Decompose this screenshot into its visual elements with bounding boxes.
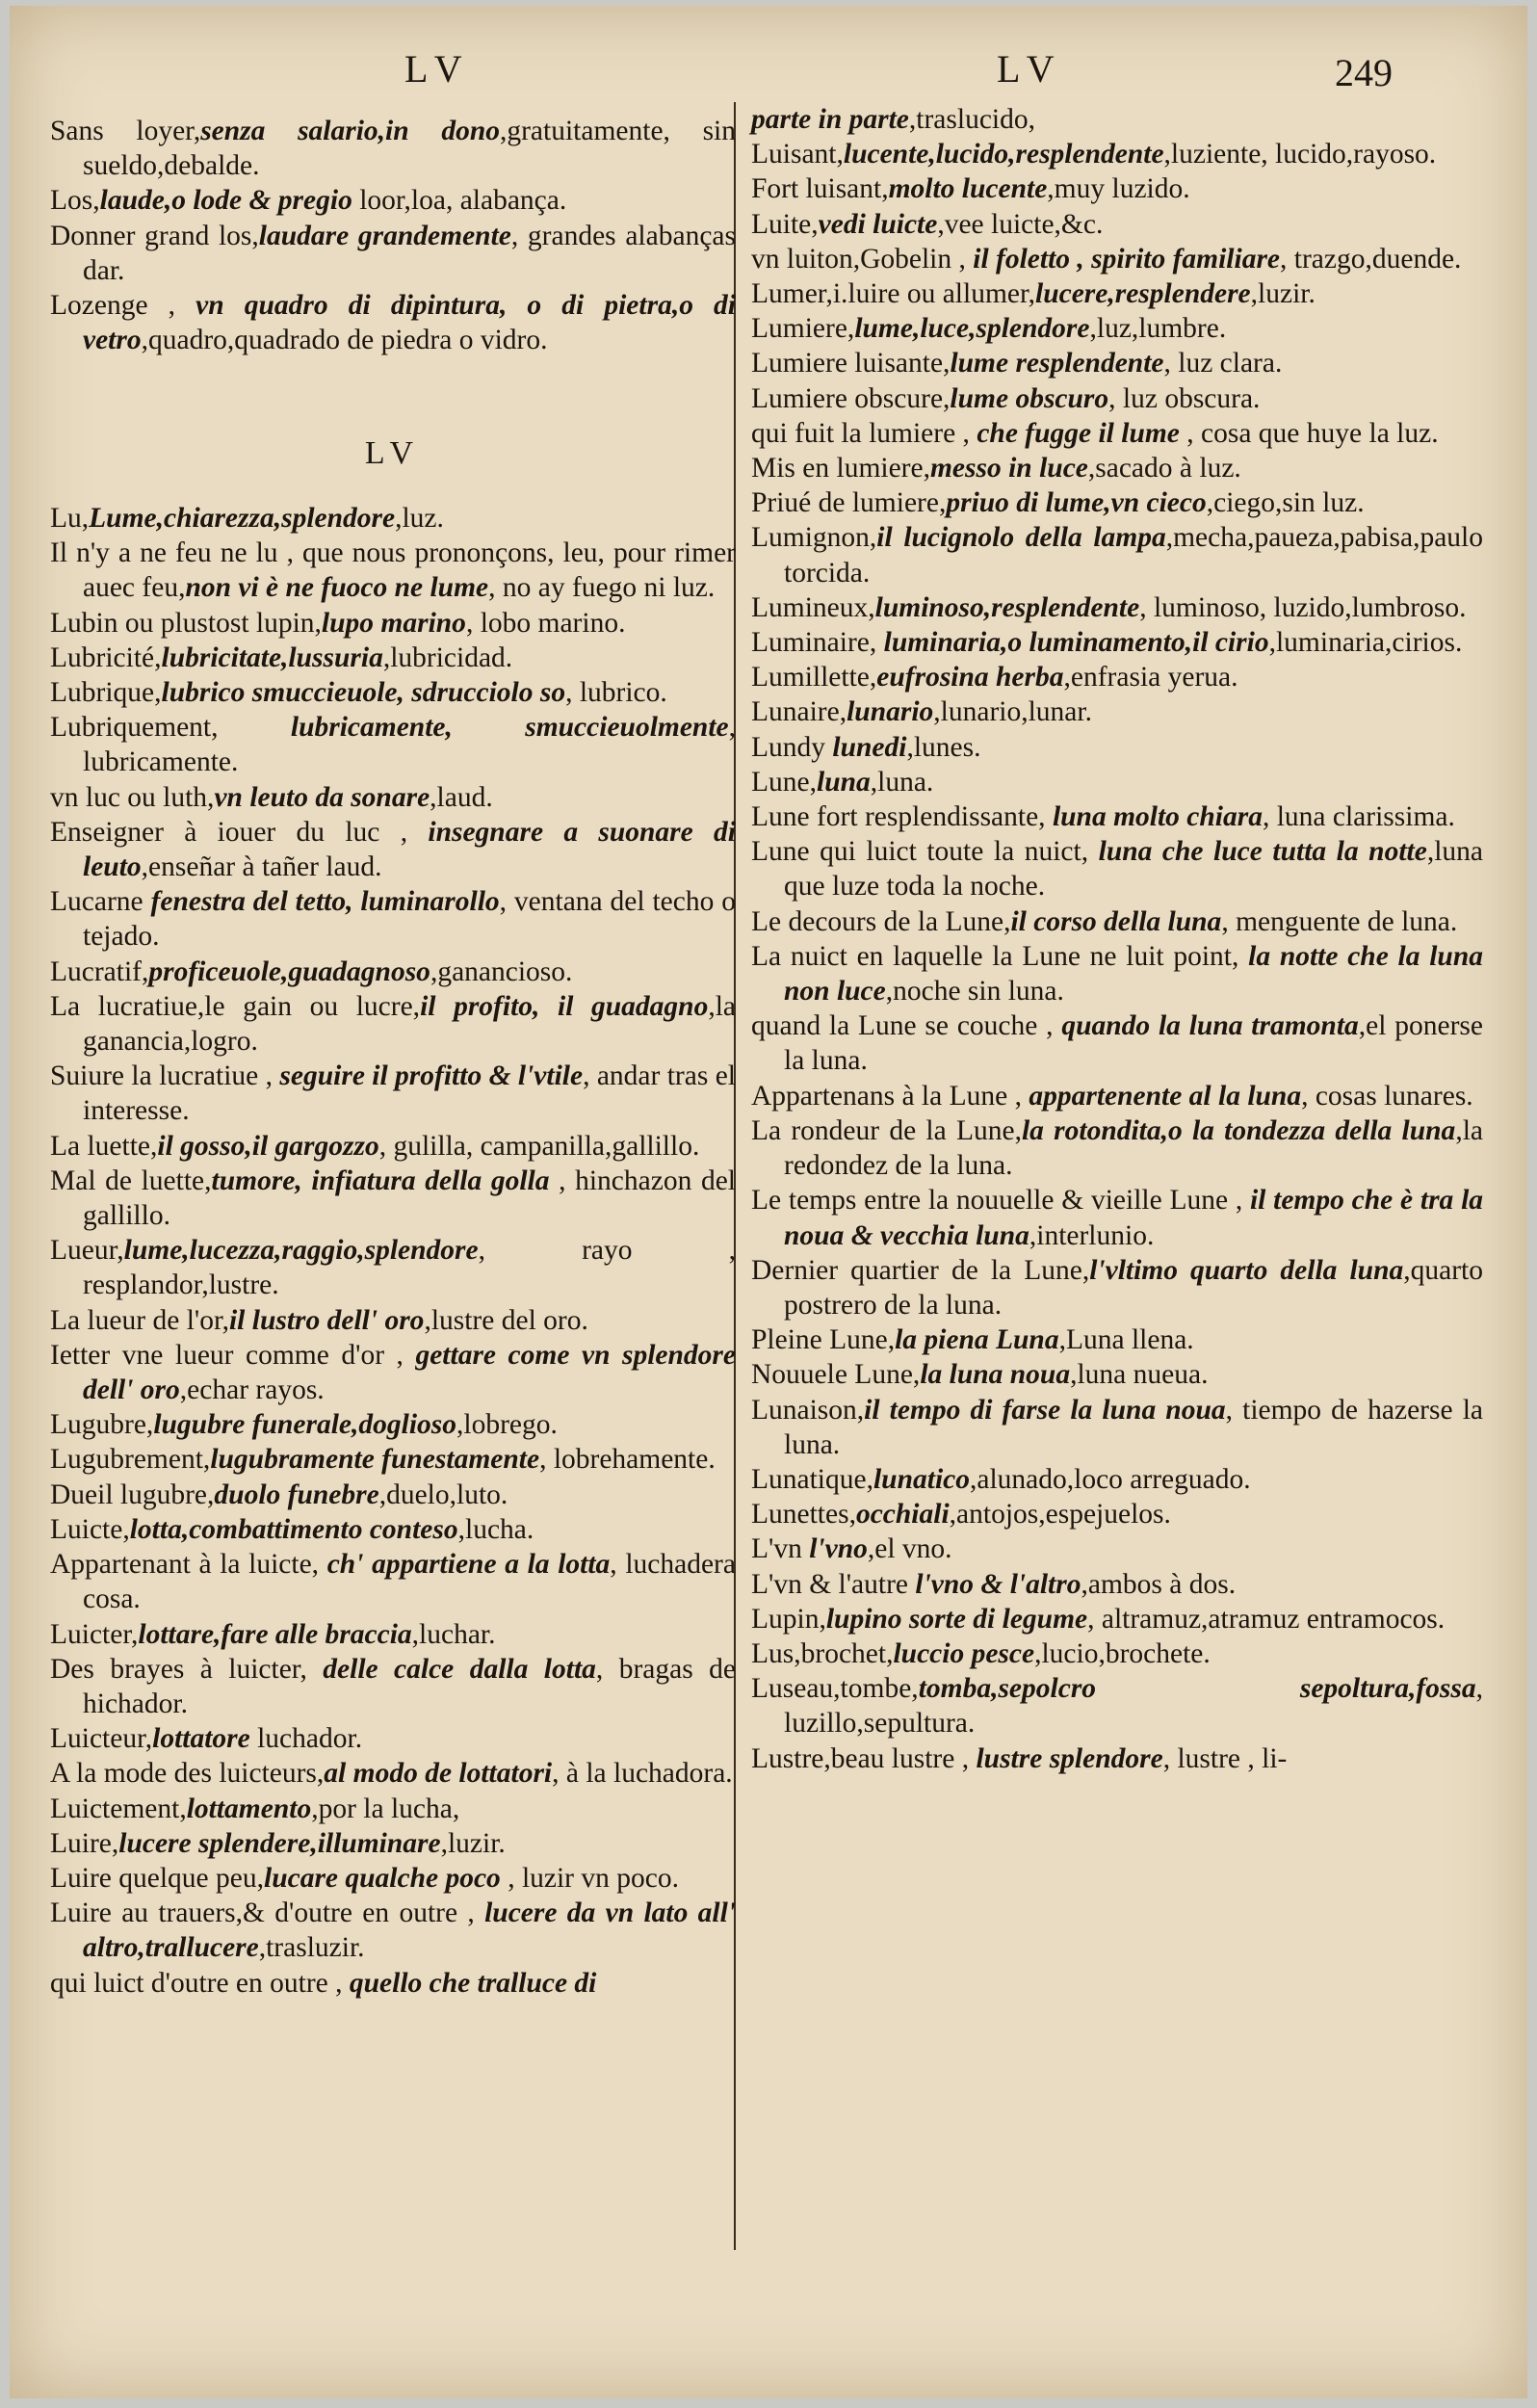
dictionary-entry: Luicter,lottare,fare alle braccia,luchar. xyxy=(50,1618,496,1650)
dictionary-entry: Lubriquement, lubricamente, smuccieuolmente, lubricamente. xyxy=(50,712,736,778)
dictionary-entry: Luseau,tombe,tomba,sepolcro sepoltura,fossa, luzillo,sepultura. xyxy=(751,1673,1483,1740)
dictionary-entry: quand la Lune se couche , quando la luna tramonta,el ponerse la luna. xyxy=(751,1010,1483,1077)
running-head-left: LV xyxy=(404,47,472,91)
dictionary-entry: Lune,luna,luna. xyxy=(751,766,934,798)
dictionary-entry: Lueur,lume,lucezza,raggio,splendore, rayo , resplandor,lustre. xyxy=(50,1235,736,1301)
dictionary-entry: A la mode des luicteurs,al modo de lottatori, à la luchadora. xyxy=(50,1758,733,1790)
dictionary-entry: qui luict d'outre en outre , quello che tralluce di xyxy=(50,1967,597,1999)
dictionary-entry: Lune qui luict toute la nuict, luna che luce tutta la notte,luna que luze toda la noche. xyxy=(751,836,1483,903)
dictionary-entry: Luicteur,lottatore luchador. xyxy=(50,1723,363,1755)
dictionary-entry: parte in parte,traslucido, xyxy=(751,104,1035,135)
dictionary-entry: Lucratif,proficeuole,guadagnoso,ganancioso. xyxy=(50,955,573,987)
dictionary-entry: Appartenant à la luicte, ch' appartiene a la lotta, luchadera cosa. xyxy=(50,1549,736,1615)
dictionary-entry: Appartenans à la Lune , appartenente al la luna, cosas lunares. xyxy=(751,1080,1473,1112)
dictionary-entry: Lumillette,eufrosina herba,enfrasia yerua. xyxy=(751,662,1238,694)
dictionary-entry: Lugubre,lugubre funerale,doglioso,lobrego. xyxy=(50,1409,558,1441)
dictionary-entry: Lumiere luisante,lume resplendente, luz clara. xyxy=(751,348,1283,380)
dictionary-entry: Lubrique,lubrico smuccieuole, sdrucciolo so, lubrico. xyxy=(50,677,667,709)
dictionary-entry: Luire quelque peu,lucare qualche poco , luzir vn poco. xyxy=(50,1862,679,1894)
dictionary-entry: Luite,vedi luicte,vee luicte,&c. xyxy=(751,208,1104,240)
dictionary-entry: Lustre,beau lustre , lustre splendore, lustre , li- xyxy=(751,1742,1288,1774)
dictionary-entry: Lunaison,il tempo di farse la luna noua, tiempo de hazerse la luna. xyxy=(751,1394,1483,1460)
dictionary-entry: Mal de luette,tumore, infiatura della golla , hinchazon del gallillo. xyxy=(50,1165,736,1232)
dictionary-entry: Lus,brochet,luccio pesce,lucio,brochete. xyxy=(751,1637,1211,1669)
dictionary-entry: Lunaire,lunario,lunario,lunar. xyxy=(751,696,1092,728)
dictionary-entry: Le temps entre la nouuelle & vieille Lune , il tempo che è tra la noua & vecchia luna,interlunio. xyxy=(751,1185,1484,1251)
dictionary-entry: Lu,Lume,chiarezza,splendore,luz. xyxy=(50,503,444,534)
dictionary-entry: qui fuit la lumiere , che fugge il lume , cosa que huye la luz. xyxy=(751,417,1439,449)
dictionary-entry: Luminaire, luminaria,o luminamento,il cirio,luminaria,cirios. xyxy=(751,627,1463,659)
left-entries-top xyxy=(50,114,736,357)
dictionary-entry: La luette,il gosso,il gargozzo, gulilla, campanilla,gallillo. xyxy=(50,1130,700,1162)
dictionary-entry: Lune fort resplendissante, luna molto chiara, luna clarissima. xyxy=(751,801,1455,833)
dictionary-entry: Mis en lumiere,messo in luce,sacado à luz. xyxy=(751,453,1241,484)
dictionary-entry: La lucratiue,le gain ou lucre,il profito, il guadagno,la ganancia,logro. xyxy=(50,990,737,1058)
dictionary-entry: Suiure la lucratiue , seguire il profitto & l'vtile, andar tras el interesse. xyxy=(50,1060,736,1127)
left-section xyxy=(50,399,736,2001)
dictionary-entry: Sans loyer,senza salario,in dono,gratuitamente, sin sueldo,debalde. xyxy=(50,116,736,182)
dictionary-entry: Lumignon,il lucignolo della lampa,mecha,paueza,pabisa,paulo torcida. xyxy=(751,522,1483,589)
dictionary-entry: Luictement,lottamento,por la lucha, xyxy=(50,1793,460,1824)
page-number: 249 xyxy=(1335,51,1393,94)
dictionary-page xyxy=(10,6,1527,2398)
dictionary-entry: Lunatique,lunatico,alunado,loco arreguado. xyxy=(751,1463,1251,1495)
dictionary-entry: Pleine Lune,la piena Luna,Luna llena. xyxy=(751,1324,1194,1356)
dictionary-entry: Lumineux,luminoso,resplendente, luminoso, luzido,lumbroso. xyxy=(751,591,1467,623)
dictionary-entry: Des brayes à luicter, delle calce dalla lotta, bragas de hichador. xyxy=(50,1653,736,1719)
dictionary-entry: Lumiere obscure,lume obscuro, luz obscura. xyxy=(751,382,1261,414)
dictionary-entry: Lumiere,lume,luce,splendore,luz,lumbre. xyxy=(751,313,1227,345)
dictionary-entry: Lucarne fenestra del tetto, luminarollo, ventana del techo o tejado. xyxy=(50,886,737,953)
dictionary-entry: Fort luisant,molto lucente,muy luzido. xyxy=(751,173,1190,205)
dictionary-entry: Luisant,lucente,lucido,resplendente,luziente, lucido,rayoso. xyxy=(751,139,1437,170)
dictionary-entry: La nuict en laquelle la Lune ne luit point, la notte che la luna non luce,noche sin luna. xyxy=(751,940,1483,1008)
left-entries xyxy=(50,501,736,2001)
dictionary-entry: L'vn & l'autre l'vno & l'altro,ambos à dos. xyxy=(751,1568,1237,1600)
dictionary-entry: Lupin,lupino sorte di legume, altramuz,atramuz entramocos. xyxy=(751,1603,1446,1635)
dictionary-entry: Nouuele Lune,la luna noua,luna nueua. xyxy=(751,1359,1209,1391)
dictionary-entry: Il n'y a ne feu ne lu , que nous prononçons, leu, pour rimer auec feu,non vi è ne fuoco ne lume, no ay fuego ni luz. xyxy=(50,537,736,604)
dictionary-entry: Donner grand los,laudare grandemente, grandes alabanças dar. xyxy=(50,220,736,286)
dictionary-entry: Ietter vne lueur comme d'or , gettare come vn splendore dell' oro,echar rayos. xyxy=(50,1339,736,1406)
right-entries xyxy=(751,102,1483,1776)
dictionary-entry: Priué de lumiere,priuo di lume,vn cieco,ciego,sin luz. xyxy=(751,487,1365,519)
dictionary-entry: Luire,lucere splendere,illuminare,luzir. xyxy=(50,1827,506,1859)
dictionary-entry: Lubin ou plustost lupin,lupo marino, lobo marino. xyxy=(50,607,626,639)
dictionary-entry: Luicte,lotta,combattimento conteso,lucha. xyxy=(50,1513,534,1545)
dictionary-entry: Luire au trauers,& d'outre en outre , lucere da vn lato all' altro,trallucere,trasluzir. xyxy=(50,1898,737,1964)
dictionary-entry: L'vn l'vno,el vno. xyxy=(751,1533,952,1565)
dictionary-entry: La lueur de l'or,il lustro dell' oro,lustre del oro. xyxy=(50,1304,588,1336)
dictionary-entry: vn luc ou luth,vn leuto da sonare,laud. xyxy=(50,781,493,813)
dictionary-entry: Lubricité,lubricitate,lussuria,lubricidad. xyxy=(50,641,513,673)
dictionary-entry: La rondeur de la Lune,la rotondita,o la tondezza della luna,la redondez de la luna. xyxy=(751,1114,1483,1182)
dictionary-entry: Lugubrement,lugubramente funestamente, lobrehamente. xyxy=(50,1444,716,1476)
dictionary-entry: Dueil lugubre,duolo funebre,duelo,luto. xyxy=(50,1479,508,1510)
dictionary-entry: Dernier quartier de la Lune,l'vltimo quarto della luna,quarto postrero de la luna. xyxy=(751,1254,1483,1321)
dictionary-entry: Lumer,i.luire ou allumer,lucere,resplendere,luzir. xyxy=(751,278,1316,310)
dictionary-entry: Lozenge , vn quadro di dipintura, o di pietra,o di vetro,quadro,quadrado de piedra o vidro. xyxy=(50,290,736,356)
running-head-right: LV xyxy=(997,47,1064,91)
dictionary-entry: vn luiton,Gobelin , il foletto , spirito familiare, trazgo,duende. xyxy=(751,243,1462,275)
section-heading: LV xyxy=(364,435,422,471)
dictionary-entry: Los,laude,o lode & pregio loor,loa, alabança. xyxy=(50,185,567,217)
dictionary-entry: Le decours de la Lune,il corso della luna, menguente de luna. xyxy=(751,905,1458,937)
dictionary-entry: Lundy lunedi,lunes. xyxy=(751,731,981,763)
dictionary-entry: Enseigner à iouer du luc , insegnare a suonare di leuto,enseñar à tañer laud. xyxy=(50,816,736,883)
dictionary-entry: Lunettes,occhiali,antojos,espejuelos. xyxy=(751,1499,1171,1531)
